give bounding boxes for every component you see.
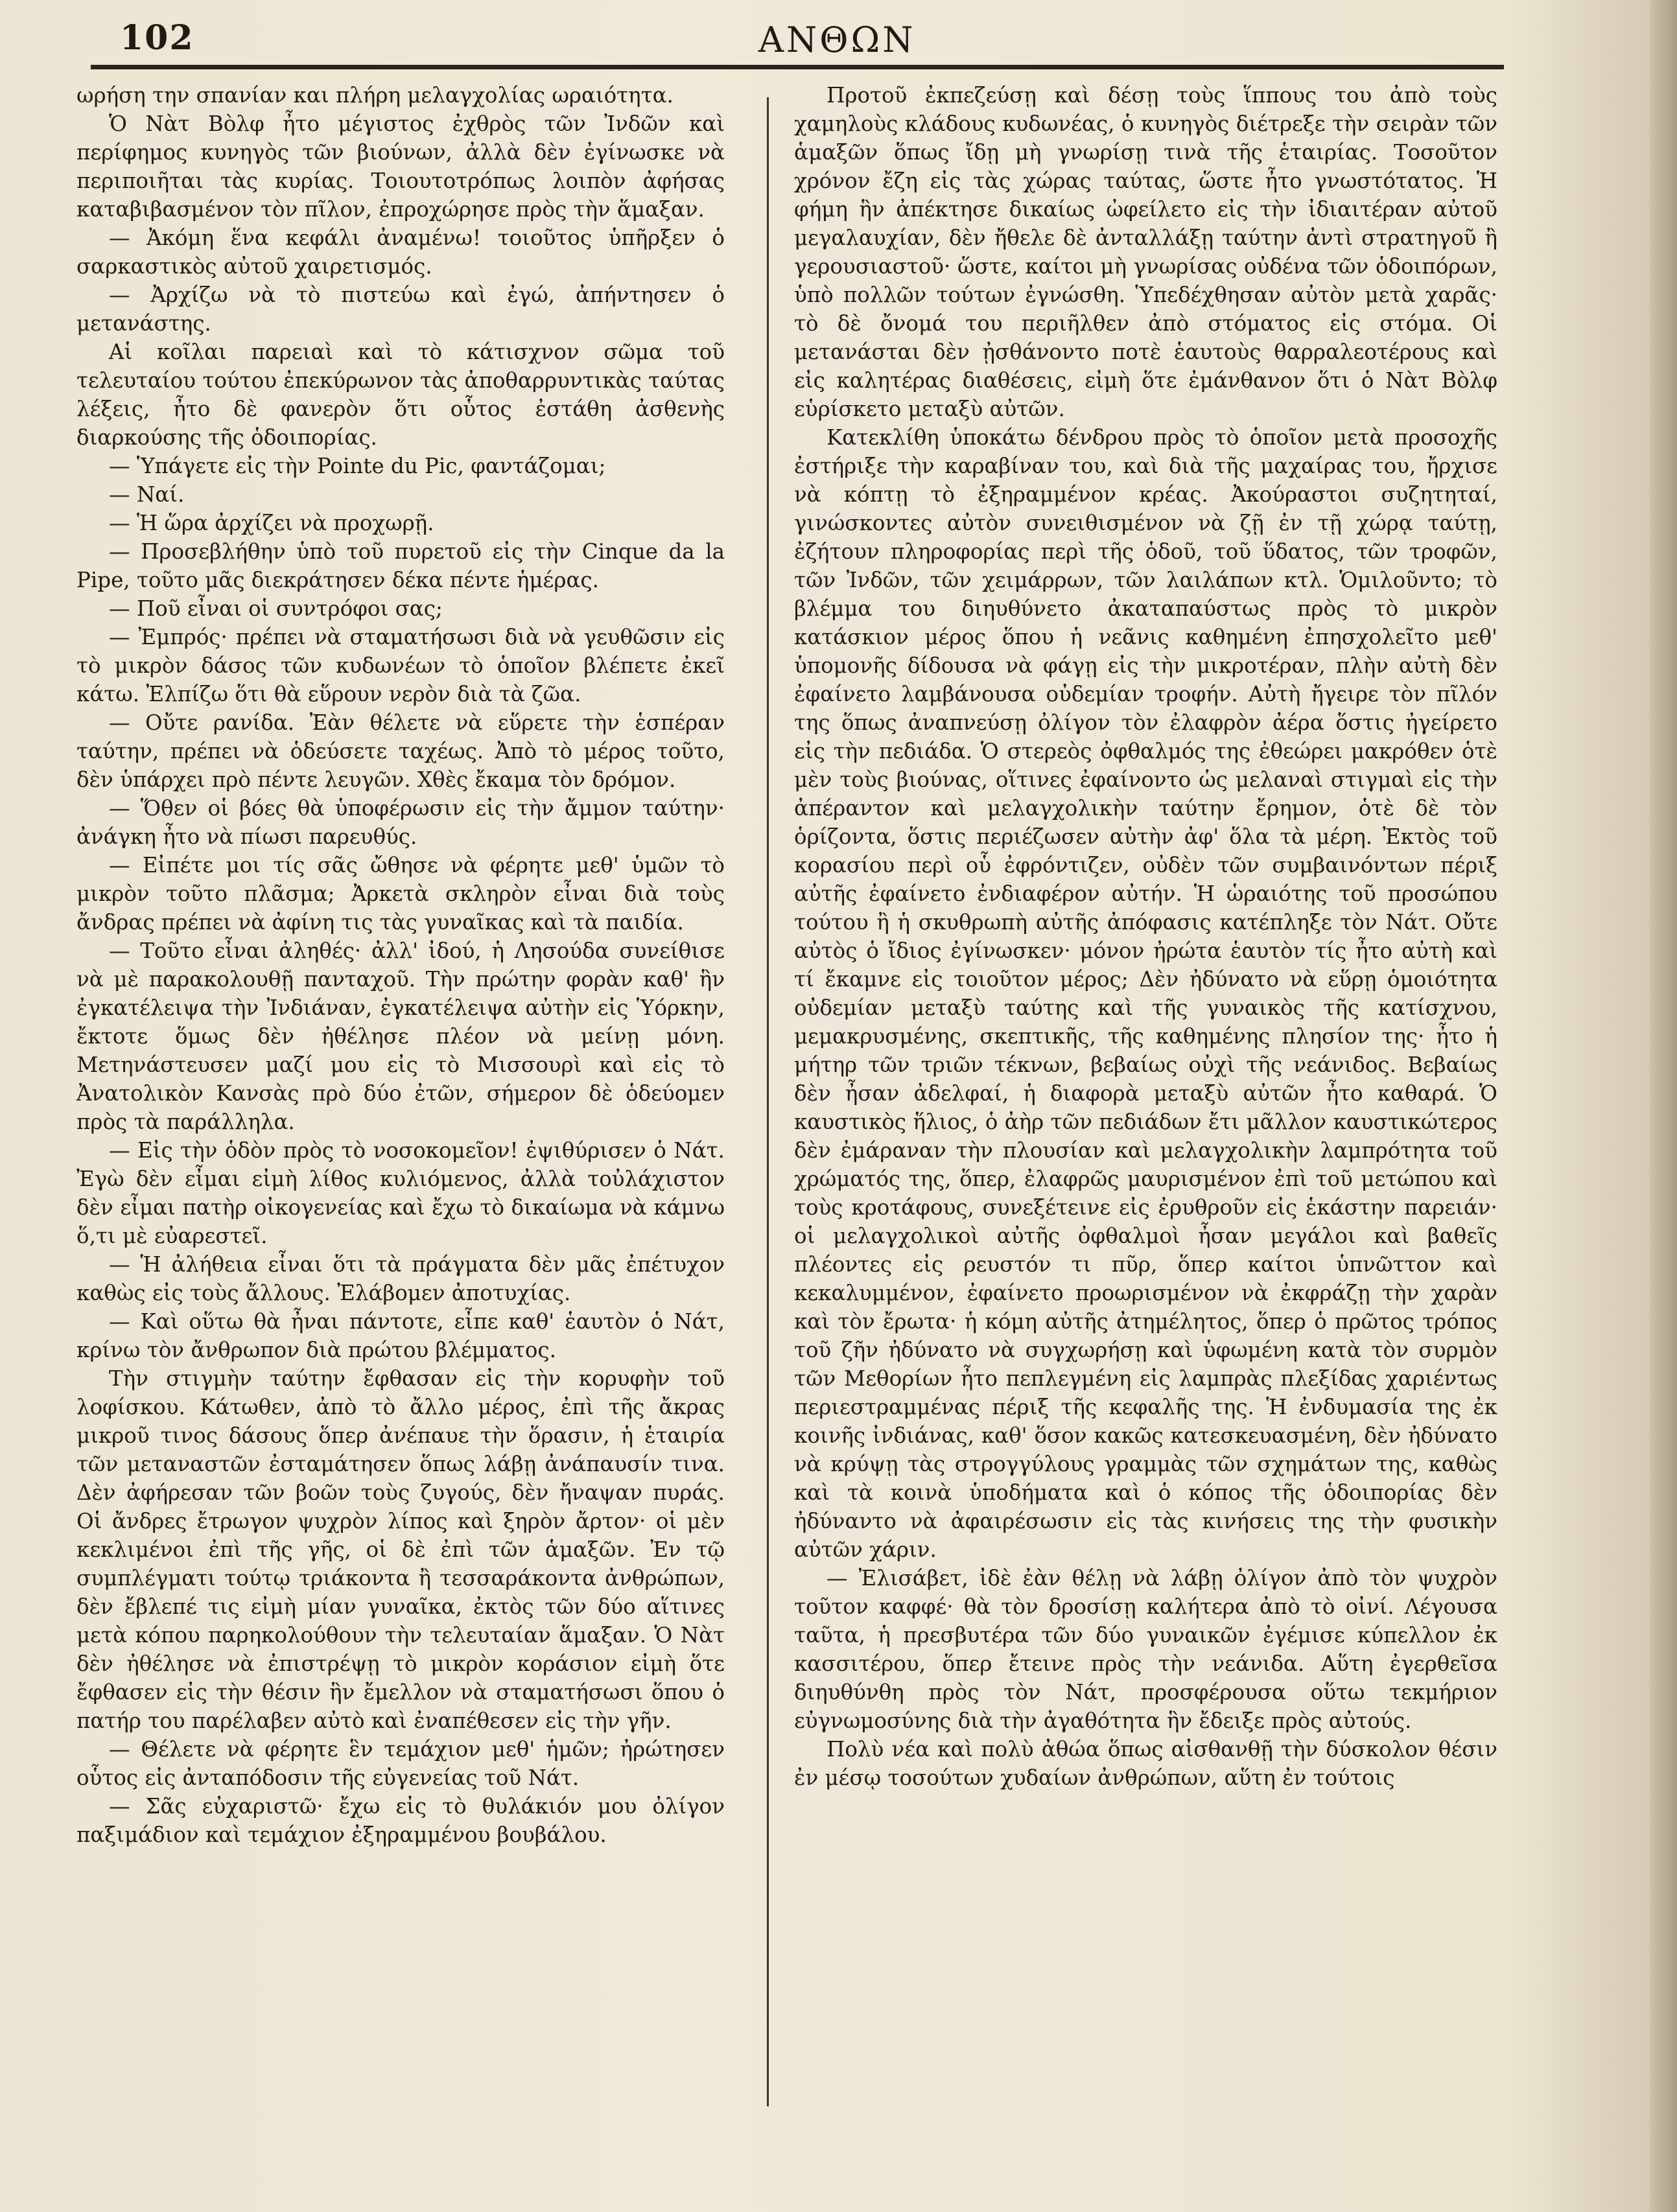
left-column bbox=[76, 81, 725, 1849]
page-edge bbox=[1650, 0, 1677, 2212]
dialogue-line: — Οὔτε ρανίδα. Ἐὰν θέλετε νὰ εὕρετε τὴν ἑσπέραν ταύτην, πρέπει νὰ ὁδεύσετε ταχέως. Ἀπὸ τὸ μέρος τοῦτο, δὲν ὑπάρχει πρὸ πέντε λευγῶν. Χθὲς ἔκαμα τὸν δρόμον. bbox=[76, 710, 725, 792]
dialogue-line: — Ποῦ εἶναι οἱ συντρόφοι σας; bbox=[109, 596, 443, 621]
paragraph: ωρήση την σπανίαν και πλήρη μελαγχολίας ωραιότητα. bbox=[76, 83, 674, 108]
dialogue-line: — Ἀρχίζω νὰ τὸ πιστεύω καὶ ἐγώ, ἀπήντησεν ὁ μετανάστης. bbox=[76, 283, 725, 336]
dialogue-line: — Σᾶς εὐχαριστῶ· ἔχω εἰς τὸ θυλάκιόν μου ὀλίγον παξιμάδιον καὶ τεμάχιον ἐξηραμμένου βουβάλου. bbox=[76, 1794, 725, 1847]
running-title: ΑΝΘΩΝ bbox=[758, 19, 916, 60]
right-column bbox=[794, 81, 1497, 1792]
paragraph: Πολὺ νέα καὶ πολὺ ἀθώα ὅπως αἰσθανθῇ τὴν δύσκολον θέσιν ἐν μέσῳ τοσούτων χυδαίων ἀνθρώπων, αὕτη ἐν τούτοις bbox=[794, 1737, 1497, 1790]
dialogue-line: — Τοῦτο εἶναι ἀληθές· ἀλλ' ἰδού, ἡ Λησούδα συνείθισε νὰ μὲ παρακολουθῇ πανταχοῦ. Τὴν πρώτην φορὰν καθ' ἣν ἐγκατέλειψα τὴν Ἰνδιάναν, ἐγκατέλειψα αὐτὴν εἰς Ὑόρκην, ἔκτοτε ὅμως δὲν ἠθέλησε πλέον νὰ μείνῃ μόνη. Μετηνάστευσεν μαζί μου εἰς τὸ Μισσουρὶ καὶ εἰς τὸ Ἀνατολικὸν Κανσὰς πρὸ δύο ἐτῶν, σήμερον δὲ ὁδεύομεν πρὸς τὰ παράλληλα. bbox=[76, 938, 725, 1134]
dialogue-line: — Ἐλισάβετ, ἰδὲ ἐὰν θέλῃ νὰ λάβῃ ὀλίγον ἀπὸ τὸν ψυχρὸν τοῦτον καφφέ· θὰ τὸν δροσίσῃ καλήτερα ἀπὸ τὸ οἰνί. Λέγουσα ταῦτα, ἡ πρεσβυτέρα τῶν δύο γυναικῶν ἐγέμισε κύπελλον ἐκ κασσιτέρου, ὅπερ ἔτεινε πρὸς τὴν νεάνιδα. Αὕτη ἐγερθεῖσα διηυθύνθη πρὸς τὸν Νάτ, προσφέρουσα οὕτω τεκμήριον εὐγνωμοσύνης διὰ τὴν ἀγαθότητα ἣν ἔδειξε πρὸς αὐτούς. bbox=[794, 1566, 1497, 1733]
dialogue-line: — Ἐμπρός· πρέπει νὰ σταματήσωσι διὰ νὰ γευθῶσιν εἰς τὸ μικρὸν δάσος τῶν κυδωνέων τὸ ὁποῖον βλέπετε ἐκεῖ κάτω. Ἐλπίζω ὅτι θὰ εὕρουν νερὸν διὰ τὰ ζῶα. bbox=[76, 625, 725, 706]
paragraph: Κατεκλίθη ὑποκάτω δένδρου πρὸς τὸ ὁποῖον μετὰ προσοχῆς ἐστήριξε τὴν καραβίναν του, καὶ διὰ τῆς μαχαίρας του, ἤρχισε νὰ κόπτῃ τὸ ἐξηραμμένον κρέας. Ἀκούραστοι συζητηταί, γινώσκοντες αὐτὸν συνειθισμένον νὰ ζῇ ἐν τῇ χώρᾳ ταύτῃ, ἐζήτουν πληροφορίας περὶ τῆς ὁδοῦ, τοῦ ὕδατος, τῶν τροφῶν, τῶν Ἰνδῶν, τῶν χειμάρρων, τῶν λαιλάπων κτλ. Ὁμιλοῦντο; τὸ βλέμμα του διηυθύνετο ἀκαταπαύστως πρὸς τὸ μικρὸν κατάσκιον μέρος ὅπου ἡ νεᾶνις καθημένη ἐπησχολεῖτο μεθ' ὑπομονῆς δίδουσα νὰ φάγῃ εἰς τὴν μικροτέραν, πλὴν αὐτὴ δὲν ἐφαίνετο λαμβάνουσα οὐδεμίαν τροφήν. Αὐτὴ ἤγειρε τὸν πῖλόν της ὅπως ἀναπνεύσῃ ὀλίγον τὸν ἐλαφρὸν ἀέρα ὅστις ἠγείρετο εἰς τὴν πεδιάδα. Ὁ στερεὸς ὀφθαλμός της ἐθεώρει μακρόθεν ὁτὲ μὲν τοὺς βιούνας, οἵτινες ἐφαίνοντο ὡς μελαναὶ στιγμαὶ εἰς τὴν ἀπέραντον καὶ μελαγχολικὴν ταύτην ἔρημον, ὁτὲ δὲ τὸν ὁρίζοντα, ὅστις περιέζωσεν αὐτὴν ἀφ' ὅλα τὰ μέρη. Ἐκτὸς τοῦ κορασίου περὶ οὗ ἐφρόντιζεν, οὐδὲν τῶν συμβαινόντων πέριξ αὐτῆς ἐφαίνετο ἐνδιαφέρον αὐτήν. Ἡ ὡραιότης τοῦ προσώπου τούτου ἢ ἡ σκυθρωπὴ αὐτῆς ἀπόφασις κατέπληξε τὸν Νάτ. Οὔτε αὐτὸς ὁ ἴδιος ἐγίνωσκεν· μόνον ἠρώτα ἑαυτὸν τίς ἦτο αὐτὴ καὶ τί ἔκαμνε εἰς τοιοῦτον μέρος; Δὲν ἠδύνατο νὰ εὕρῃ ὁμοιότητα οὐδεμίαν μεταξὺ ταύτης καὶ τῆς γυναικὸς τῆς κατίσχνου, μεμακρυσμένης, σκεπτικῆς, τῆς καθημένης πλησίον της· ἦτο ἡ μήτηρ τῶν τριῶν τέκνων, βεβαίως οὐχὶ τῆς νεάνιδος. Βεβαίως δὲν ἦσαν ἀδελφαί, ἡ διαφορὰ μεταξὺ αὐτῶν ἦτο καθαρά. Ὁ καυστικὸς ἥλιος, ὁ ἀὴρ τῶν πεδιάδων ἔτι μᾶλλον καυστικώτερος δὲν ἐμάραναν τὴν πλουσίαν καὶ μελαγχολικὴν λαμπρότητα τοῦ χρώματός της, ὅπερ, ἐλαφρῶς μαυρισμένον ἐπὶ τοῦ μετώπου καὶ τοὺς κροτάφους, συνεξέτεινε εἰς ἐρυθροῦν εἰς ἑκάστην παρειάν· οἱ μελαγχολικοὶ αὐτῆς ὀφθαλμοὶ ἦσαν μεγάλοι καὶ βαθεῖς πλέοντες εἰς ρευστόν τι πῦρ, ὅπερ καίτοι ὑπνῶττον καὶ κεκαλυμμένον, ἐφαίνετο προωρισμένον νὰ ἐκφράζῃ τὴν χαρὰν καὶ τὸν ἔρωτα· ἡ κόμη αὐτῆς ἀτημέλητος, ὅπερ ὁ πρῶτος τρόπος τοῦ ζῆν ἠδύνατο νὰ συγχωρήσῃ καὶ ὑφωμένη κατὰ τὸν συρμὸν τῶν Μεθορίων ἦτο πεπλεγμένη εἰς λαμπρὰς πλεξίδας χαριέντως περιεστραμμένας πέριξ τῆς κεφαλῆς της. Ἡ ἐνδυμασία της ἐκ κοινῆς ἰνδιάνας, καθ' ὅσον κακῶς κατεσκευασμένη, δὲν ἠδύνατο νὰ κρύψῃ τὰς στρογγύλους γραμμὰς τῶν σχημάτων της, καθὼς καὶ τὰ κοινὰ ὑποδήματα καὶ ὁ κόπος τῆς ὁδοιπορίας δὲν ἠδύναντο νὰ ἀφαιρέσωσιν εἰς τὰς κινήσεις της τὴν φυσικὴν αὐτῶν χάριν. bbox=[794, 425, 1497, 1562]
dialogue-line: — Ἡ ἀλήθεια εἶναι ὅτι τὰ πράγματα δὲν μᾶς ἐπέτυχον καθὼς εἰς τοὺς ἄλλους. Ἐλάβομεν ἀποτυχίας. bbox=[76, 1252, 725, 1305]
dialogue-line: — Ἀκόμη ἕνα κεφάλι ἀναμένω! τοιοῦτος ὑπῆρξεν ὁ σαρκαστικὸς αὐτοῦ χαιρετισμός. bbox=[76, 226, 725, 279]
dialogue-line: — Προσεβλήθην ὑπὸ τοῦ πυρετοῦ εἰς τὴν Cinque da la Pipe, τοῦτο μᾶς διεκράτησεν δέκα πέντε ἡμέρας. bbox=[76, 539, 725, 592]
dialogue-line: — Ὑπάγετε εἰς τὴν Pointe du Pic, φαντάζομαι; bbox=[109, 454, 606, 478]
dialogue-line: — Θέλετε νὰ φέρητε ἓν τεμάχιον μεθ' ἡμῶν; ἠρώτησεν οὗτος εἰς ἀνταπόδοσιν τῆς εὐγενείας τοῦ Νάτ. bbox=[76, 1737, 725, 1790]
paragraph: Ὁ Νὰτ Βὸλφ ἦτο μέγιστος ἐχθρὸς τῶν Ἰνδῶν καὶ περίφημος κυνηγὸς τῶν βιούνων, ἀλλὰ δὲν ἐγίνωσκε νὰ περιποιῆται τὰς κυρίας. Τοιουτοτρόπως λοιπὸν ἀφήσας καταβιβασμένον τὸν πῖλον, ἐπροχώρησε πρὸς τὴν ἅμαξαν. bbox=[76, 111, 725, 222]
page-number: 102 bbox=[120, 18, 194, 58]
header-rule bbox=[91, 65, 1504, 69]
dialogue-line: — Εἰς τὴν ὁδὸν πρὸς τὸ νοσοκομεῖον! ἐψιθύρισεν ὁ Νάτ. Ἐγὼ δὲν εἶμαι εἰμὴ λίθος κυλιόμενος, ἀλλὰ τοὐλάχιστον δὲν εἶμαι πατὴρ οἰκογενείας καὶ ἔχω τὸ δικαίωμα νὰ κάμνω ὅ,τι μὲ εὐαρεστεῖ. bbox=[76, 1138, 725, 1248]
paragraph: Τὴν στιγμὴν ταύτην ἔφθασαν εἰς τὴν κορυφὴν τοῦ λοφίσκου. Κάτωθεν, ἀπὸ τὸ ἄλλο μέρος, ἐπὶ τῆς ἄκρας μικροῦ τινος δάσους ὅπερ ἀνέπαυε τὴν ὅρασιν, ἡ ἑταιρία τῶν μεταναστῶν ἐσταμάτησεν ὅπως λάβῃ ἀνάπαυσίν τινα. Δὲν ἀφήρεσαν τῶν βοῶν τοὺς ζυγούς, δὲν ἤναψαν πυράς. Οἱ ἄνδρες ἔτρωγον ψυχρὸν λίπος καὶ ξηρὸν ἄρτον· οἱ μὲν κεκλιμένοι ἐπὶ τῆς γῆς, οἱ δὲ ἐπὶ τῶν ἁμαξῶν. Ἐν τῷ συμπλέγματι τούτῳ τριάκοντα ἢ τεσσαράκοντα ἀνθρώπων, δὲν ἔβλεπέ τις εἰμὴ μίαν γυναῖκα, ἐκτὸς τῶν δύο αἵτινες μετὰ κόπου παρηκολούθουν τὴν τελευταίαν ἅμαξαν. Ὁ Νὰτ δὲν ἠθέλησε νὰ ἐπιστρέψῃ τὸ μικρὸν κοράσιον εἰμὴ ὅτε ἔφθασεν εἰς τὴν θέσιν ἣν ἔμελλον νὰ σταματήσωσι ὅπου ὁ πατήρ του παρέλαβεν αὐτὸ καὶ ἐναπέθεσεν εἰς τὴν γῆν. bbox=[76, 1366, 725, 1733]
dialogue-line: — Ὅθεν οἱ βόες θὰ ὑποφέρωσιν εἰς τὴν ἄμμον ταύτην· ἀνάγκη ἦτο νὰ πίωσι παρευθύς. bbox=[76, 796, 725, 849]
dialogue-line: — Ναί. bbox=[109, 482, 185, 507]
page-header bbox=[84, 13, 1510, 71]
dialogue-line: — Καὶ οὕτω θὰ ἦναι πάντοτε, εἶπε καθ' ἑαυτὸν ὁ Νάτ, κρίνω τὸν ἄνθρωπον διὰ πρώτου βλέμματος. bbox=[76, 1309, 725, 1362]
dialogue-line: — Εἰπέτε μοι τίς σᾶς ὤθησε νὰ φέρητε μεθ' ὑμῶν τὸ μικρὸν τοῦτο πλᾶσμα; Ἀρκετὰ σκληρὸν εἶναι διὰ τοὺς ἄνδρας πρέπει νὰ ἀφίνη τις τὰς γυναῖκας καὶ τὰ παιδία. bbox=[76, 853, 725, 935]
dialogue-line: — Ἡ ὥρα ἀρχίζει νὰ προχωρῇ. bbox=[109, 511, 434, 535]
paragraph: Προτοῦ ἐκπεζεύσῃ καὶ δέσῃ τοὺς ἵππους του ἀπὸ τοὺς χαμηλοὺς κλάδους κυδωνέας, ὁ κυνηγὸς διέτρεξε τὴν σειρὰν τῶν ἁμαξῶν ὅπως ἴδῃ μὴ γνωρίσῃ τινὰ τῆς ἑταιρίας. Τοσοῦτον χρόνον ἔζη εἰς τὰς χώρας ταύτας, ὥστε ἦτο γνωστότατος. Ἡ φήμη ἣν ἀπέκτησε δικαίως ὠφείλετο εἰς τὴν ἰδιαιτέραν αὐτοῦ μεγαλαυχίαν, δὲν ἤθελε δὲ ἀνταλλάξῃ ταύτην ἀντὶ στρατηγοῦ ἢ γερουσιαστοῦ· ὥστε, καίτοι μὴ γνωρίσας οὐδένα τῶν ὁδοιπόρων, ὑπὸ πολλῶν τούτων ἐγνώσθη. Ὑπεδέχθησαν αὐτὸν μετὰ χαρᾶς· τὸ δὲ ὄνομά του περιῆλθεν ἀπὸ στόματος εἰς στόμα. Οἱ μετανάσται δὲν ᾐσθάνοντο ποτὲ ἑαυτοὺς θαρραλεοτέρους καὶ εἰς καλητέρας διαθέσεις, εἰμὴ ὅτε ἐμάνθανον ὅτι ὁ Νὰτ Βὸλφ εὑρίσκετο μεταξὺ αὐτῶν. bbox=[794, 83, 1497, 421]
paragraph: Αἱ κοῖλαι παρειαὶ καὶ τὸ κάτισχνον σῶμα τοῦ τελευταίου τούτου ἐπεκύρωνον τὰς ἀποθαρρυντικὰς ταύτας λέξεις, ἦτο δὲ φανερὸν ὅτι οὗτος ἐστάθη ἀσθενὴς διαρκούσης τῆς ὁδοιπορίας. bbox=[76, 340, 725, 450]
column-divider bbox=[767, 97, 769, 2106]
